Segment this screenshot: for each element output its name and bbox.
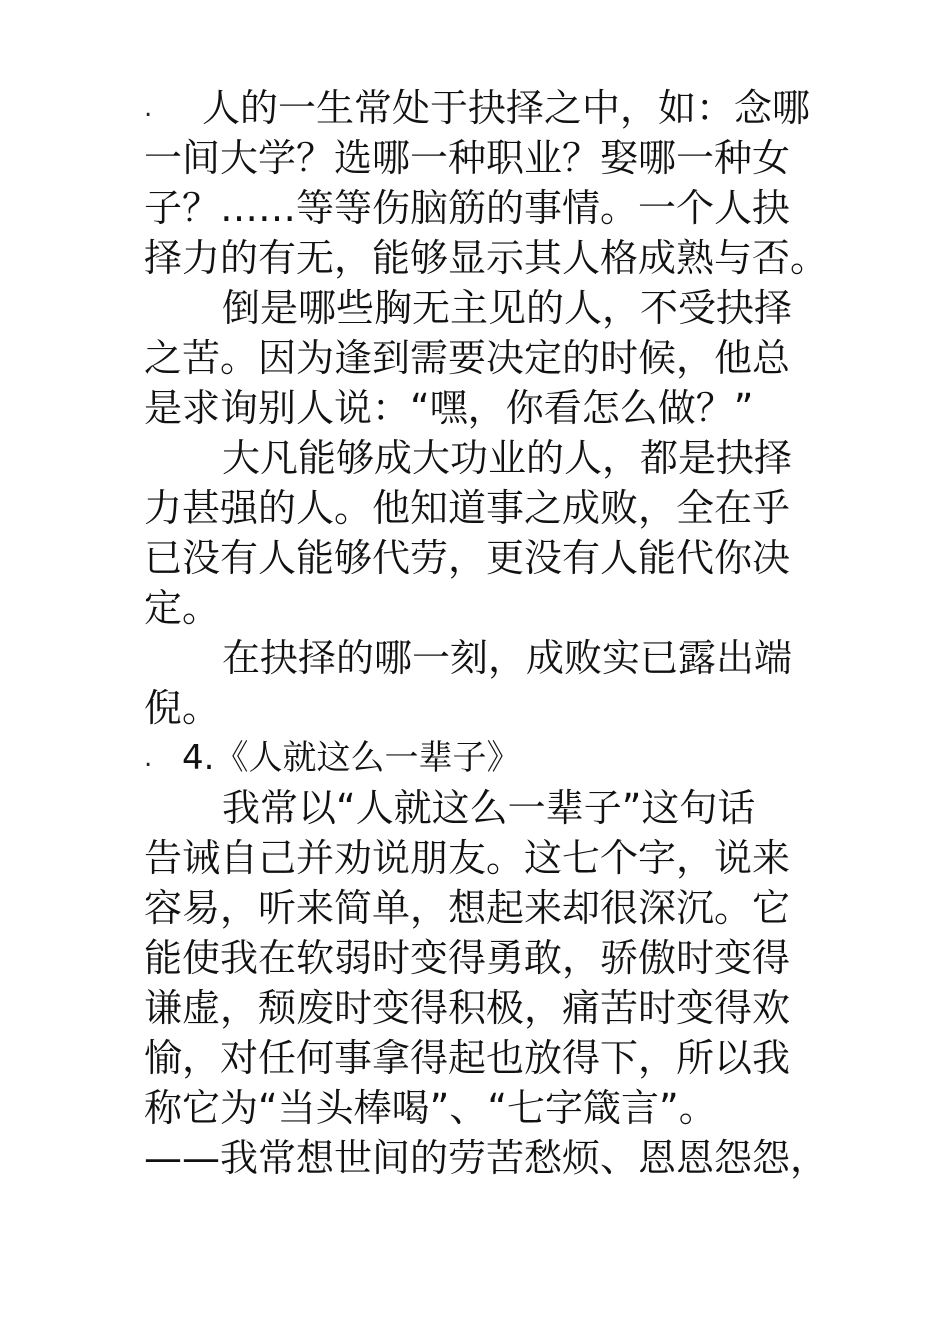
text-line: 倒是哪些胸无主见的人，不受抉择: [222, 286, 793, 330]
text-line: 大凡能够成大功业的人，都是抉择: [222, 436, 793, 480]
paragraph-marker: .: [144, 93, 153, 123]
text-line: 愉，对任何事拿得起也放得下，所以我: [144, 1036, 791, 1080]
text-line: 人的一生常处于抉择之中，如：念哪: [202, 86, 811, 130]
text-line: 是求询别人说：“嘿，你看怎么做？”: [144, 386, 754, 430]
text-line: 谦虚，颓废时变得积极，痛苦时变得欢: [144, 986, 791, 1030]
text-line: 子？……等等伤脑筋的事情。一个人抉: [144, 186, 791, 230]
text-line: 之苦。因为逢到需要决定的时候，他总: [144, 336, 791, 380]
paragraph-marker: .: [144, 743, 153, 773]
text-line: 称它为“当头棒喝”、“七字箴言”。: [144, 1086, 717, 1130]
text-line: ——我常想世间的劳苦愁烦、恩恩怨怨，: [144, 1136, 829, 1180]
text-line: 容易，听来简单，想起来却很深沉。它: [144, 886, 791, 930]
text-line: 力甚强的人。他知道事之成败，全在乎: [144, 486, 791, 530]
text-line: 我常以“人就这么一辈子”这句话: [222, 786, 756, 830]
text-line: 一间大学？选哪一种职业？娶哪一种女: [144, 136, 791, 180]
text-line: 择力的有无，能够显示其人格成熟与否。: [144, 236, 829, 280]
text-line: 在抉择的哪一刻，成败实已露出端: [222, 636, 793, 680]
text-line: 告诫自己并劝说朋友。这七个字，说来: [144, 836, 791, 880]
text-line: 能使我在软弱时变得勇敢，骄傲时变得: [144, 936, 791, 980]
text-line: 定。: [144, 586, 221, 630]
text-line: 倪。: [144, 686, 221, 730]
section-heading: 4.《人就这么一辈子》: [182, 738, 521, 778]
text-line: 已没有人能够代劳，更没有人能代你决: [144, 536, 791, 580]
